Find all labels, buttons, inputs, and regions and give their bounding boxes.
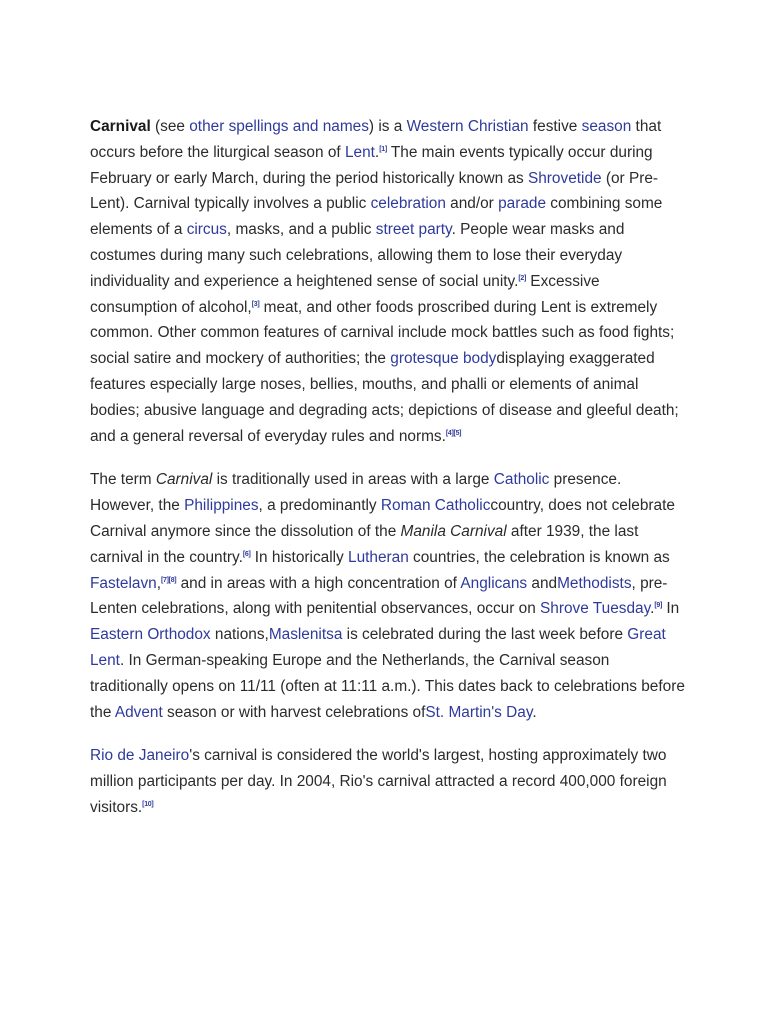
body-text: countries, the celebration is known as [408,548,670,566]
italic-term: Carnival [155,471,213,489]
citation-link[interactable]: [6] [242,550,251,558]
body-text: ) is a [368,118,407,135]
body-text: nations, [210,626,269,644]
wiki-link[interactable]: Maslenitsa [268,626,343,644]
wiki-link[interactable]: Philippines [184,497,259,515]
paragraph-term-usage [90,467,686,725]
wiki-link[interactable]: Lent [344,143,375,161]
wiki-link[interactable]: Anglicans [460,574,528,592]
body-text: , a predominantly [258,497,381,515]
wiki-link[interactable]: Shrove Tuesday [540,600,651,618]
body-text: after 1939, the last carnival in the country. [90,522,639,566]
wiki-link[interactable]: Western Christian [406,118,529,135]
italic-term: Manila Carnival [400,522,507,540]
body-text: that occurs before the liturgical season of [90,118,662,161]
wiki-link[interactable]: Roman Catholic [380,497,491,515]
body-text: and/or [445,195,499,213]
wiki-link[interactable]: Lutheran [348,548,409,566]
body-text: displaying exaggerated features especially large noses, bellies, mouths, and phalli or elements of animal bodies; abusive language and degrading acts; depictions of disease and gleeful death; and a general reversal of everyday rules and norms. [90,350,679,445]
wiki-link[interactable]: circus [186,221,227,239]
body-text: and [527,574,558,592]
citation-link[interactable]: [1] [379,145,387,153]
wiki-link[interactable]: Great Lent [90,626,666,669]
body-text: . People wear masks and costumes during many such celebrations, allowing them to lose their everyday individuality and experience a heightened sense of social unity. [90,221,625,290]
body-text: festive [528,118,582,135]
wiki-link[interactable]: Catholic [493,471,550,489]
body-text: . [374,143,380,161]
wiki-link[interactable]: Eastern Orthodox [90,626,211,644]
body-text: In historically [250,548,349,566]
body-text: is celebrated during the last week before [342,626,628,644]
body-text: combining some elements of a [90,195,663,239]
article-body [90,114,686,839]
citation-link[interactable]: [10] [142,800,154,808]
citation-link[interactable]: [2] [518,274,527,282]
wiki-link[interactable]: St. Martin's Day [425,703,533,721]
body-text: (see [150,118,190,135]
body-text: country, does not celebrate Carnival anymore since the dissolution of the [90,497,675,540]
paragraph-intro [90,114,686,449]
body-text: The term [90,471,156,489]
body-text: and in areas with a high concentration of [176,574,461,592]
wiki-link[interactable]: parade [498,195,547,213]
citation-link[interactable]: [4][5] [445,429,462,437]
wiki-link[interactable]: grotesque body [390,350,497,368]
citation-link[interactable]: [9] [654,602,663,610]
body-text: . In German-speaking Europe and the Netherlands, the Carnival season traditionally opens on 11/11 (often at 11:11 a.m.). This dates back to celebrations before the [90,651,685,721]
citation-link[interactable]: [7][8] [161,576,177,584]
body-text: , masks, and a public [226,221,376,239]
body-text: is traditionally used in areas with a large [212,471,494,489]
body-text: , pre-Lenten celebrations, along with penitential observances, occur on [90,574,668,618]
wiki-link[interactable]: other spellings and names [189,118,369,135]
paragraph-rio [90,743,686,820]
body-text: The main events typically occur during February or early March, during the period historically known as [90,143,653,187]
body-text: meat, and other foods proscribed during Lent is extremely common. Other common features of carnival include mock battles such as food fights; social satire and mockery of authorities; the [90,298,675,368]
wiki-link[interactable]: season [581,118,632,135]
wiki-link[interactable]: street party [375,221,452,239]
wiki-link[interactable]: Advent [114,703,163,721]
body-text: Excessive consumption of alcohol, [90,272,600,316]
wiki-link[interactable]: Rio de Janeiro [90,747,190,765]
citation-link[interactable]: [3] [251,300,260,308]
body-text: . [532,703,537,721]
body-text: In [662,600,680,618]
body-text: 's carnival is considered the world's largest, hosting approximately two million participants per day. In 2004, Rio's carnival attracted a record 400,000 foreign visitors. [90,747,667,816]
body-text: season or with harvest celebrations of [162,703,426,721]
body-text: presence. However, the [90,471,622,515]
article-subject: Carnival [90,118,151,135]
body-text: , [156,574,162,592]
wiki-link[interactable]: Fastelavn [90,574,157,592]
wiki-link[interactable]: Shrovetide [527,169,602,187]
body-text: (or Pre-Lent). Carnival typically involves a public [90,169,659,213]
wiki-link[interactable]: Methodists [557,574,632,592]
body-text: . [650,600,655,618]
wiki-link[interactable]: celebration [370,195,446,213]
